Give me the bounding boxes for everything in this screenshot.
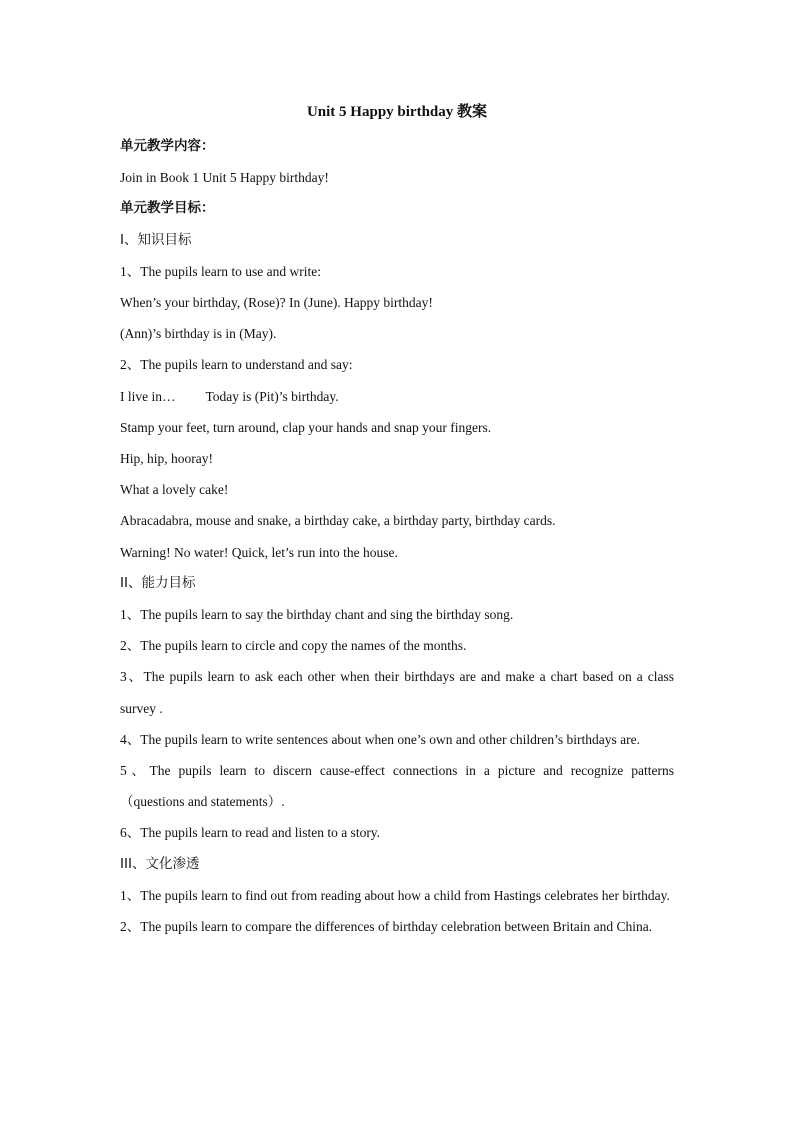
knowledge-item-2d: What a lovely cake!	[120, 482, 229, 498]
ability-item-1: 1、The pupils learn to say the birthday chant and sing the birthday song.	[120, 607, 514, 623]
heading-teaching-content: 单元教学内容：	[120, 138, 215, 154]
culture-item-2: 2、The pupils learn to compare the differences of birthday celebration between Britain and China.	[120, 919, 653, 935]
knowledge-item-2c: Hip, hip, hooray!	[120, 451, 213, 467]
ability-item-6: 6、The pupils learn to read and listen to a story.	[120, 825, 381, 841]
section-culture: III、文化渗透	[120, 855, 200, 872]
content-line: Join in Book 1 Unit 5 Happy birthday!	[120, 170, 329, 186]
knowledge-item-2a-part1: I live in…	[120, 388, 176, 404]
culture-item-1: 1、The pupils learn to find out from reading about how a child from Hastings celebrates her birthday.	[120, 887, 670, 903]
knowledge-item-1a: When’s your birthday, (Rose)? In (June). Happy birthday!	[120, 295, 433, 311]
knowledge-item-2b: Stamp your feet, turn around, clap your hands and snap your fingers.	[120, 419, 492, 435]
knowledge-item-2: 2、The pupils learn to understand and say:	[120, 357, 353, 373]
knowledge-item-2a-part2: Today is (Pit)’s birthday.	[205, 388, 339, 404]
section-ability: II、能力目标	[120, 574, 196, 591]
heading-teaching-goals: 单元教学目标：	[120, 200, 215, 217]
section-knowledge: I、知识目标	[120, 231, 192, 248]
ability-item-5: 5、The pupils learn to discern cause-effect connections in a picture and recognize patterns （questions and statements）.	[120, 763, 674, 810]
ability-item-3: 3、The pupils learn to ask each other when their birthdays are and make a chart based on a class survey .	[120, 669, 674, 716]
ability-item-4: 4、The pupils learn to write sentences about when one’s own and other children’s birthdays are.	[120, 731, 640, 747]
document-page	[120, 100, 674, 942]
knowledge-item-2e: Abracadabra, mouse and snake, a birthday cake, a birthday party, birthday cards.	[120, 513, 556, 529]
knowledge-item-2a	[120, 381, 674, 412]
ability-item-2: 2、The pupils learn to circle and copy the names of the months.	[120, 638, 467, 654]
knowledge-item-1: 1、The pupils learn to use and write:	[120, 263, 321, 279]
knowledge-item-1b: (Ann)’s birthday is in (May).	[120, 326, 277, 342]
knowledge-item-2f: Warning! No water! Quick, let’s run into the house.	[120, 544, 398, 560]
document-title: Unit 5 Happy birthday 教案	[306, 104, 488, 120]
